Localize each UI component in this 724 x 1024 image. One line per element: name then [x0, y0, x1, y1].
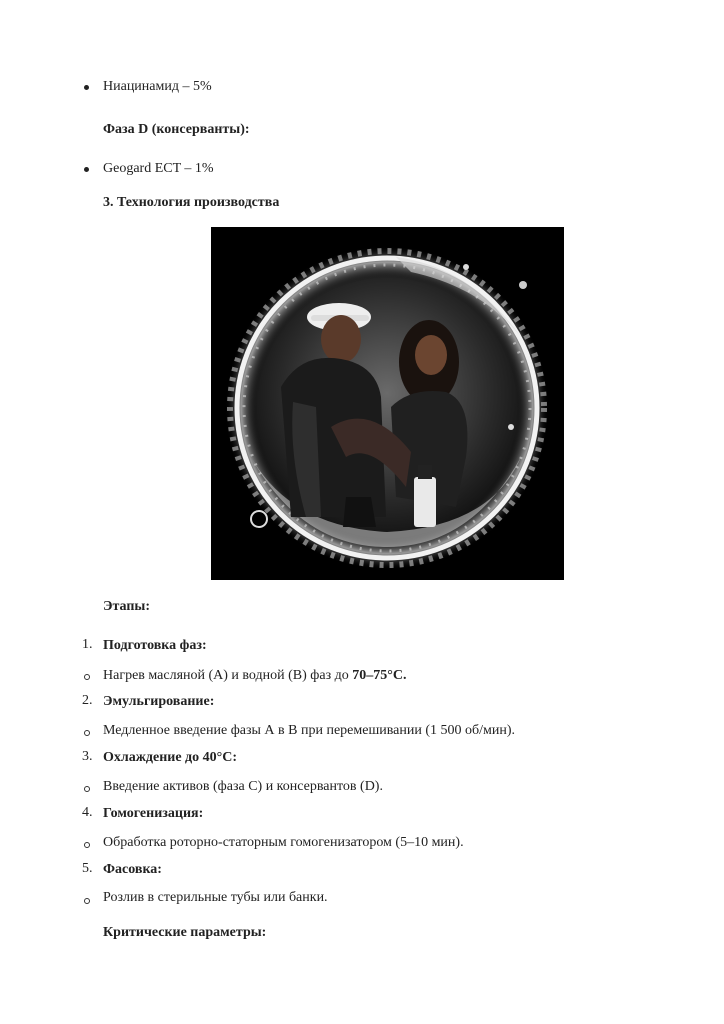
- step-detail-bold: 70–75°С.: [352, 668, 407, 683]
- step-detail: [103, 667, 406, 685]
- illustration-svg: [211, 227, 564, 580]
- step-title: Фасовка:: [103, 862, 162, 877]
- section-heading: 3. Технология производства: [103, 195, 280, 210]
- circle-bullet-icon: [84, 730, 90, 736]
- circle-bullet-icon: [84, 842, 90, 848]
- step-number: 3.: [82, 749, 93, 764]
- phase-d-heading: Фаза D (консерванты):: [103, 122, 250, 137]
- circle-bullet-icon: [84, 674, 90, 680]
- step-number: 1.: [82, 637, 93, 652]
- step-number: 2.: [82, 693, 93, 708]
- step-title: Гомогенизация:: [103, 806, 204, 821]
- step-detail-text: Нагрев масляной (А) и водной (В) фаз до: [103, 668, 353, 683]
- step-number: 5.: [82, 861, 93, 876]
- step-title: Подготовка фаз:: [103, 638, 207, 653]
- circle-bullet-icon: [84, 786, 90, 792]
- bullet-icon: [84, 85, 89, 90]
- step-number: 4.: [82, 805, 93, 820]
- couple-image: [211, 227, 564, 580]
- step-detail: Розлив в стерильные тубы или банки.: [103, 890, 328, 905]
- bullet-icon: [84, 167, 89, 172]
- list-item: Ниацинамид – 5%: [103, 79, 212, 94]
- stages-heading: Этапы:: [103, 599, 151, 614]
- step-title: Охлаждение до 40°С:: [103, 750, 237, 765]
- circle-bullet-icon: [84, 898, 90, 904]
- step-detail: Введение активов (фаза С) и консервантов (D).: [103, 779, 383, 794]
- list-item: Geogard ECT – 1%: [103, 161, 214, 176]
- critical-heading: Критические параметры:: [103, 925, 267, 940]
- step-detail: Медленное введение фазы А в В при перемешивании (1 500 об/мин).: [103, 723, 516, 738]
- step-detail: Обработка роторно-статорным гомогенизатором (5–10 мин).: [103, 835, 464, 850]
- step-title: Эмульгирование:: [103, 694, 215, 709]
